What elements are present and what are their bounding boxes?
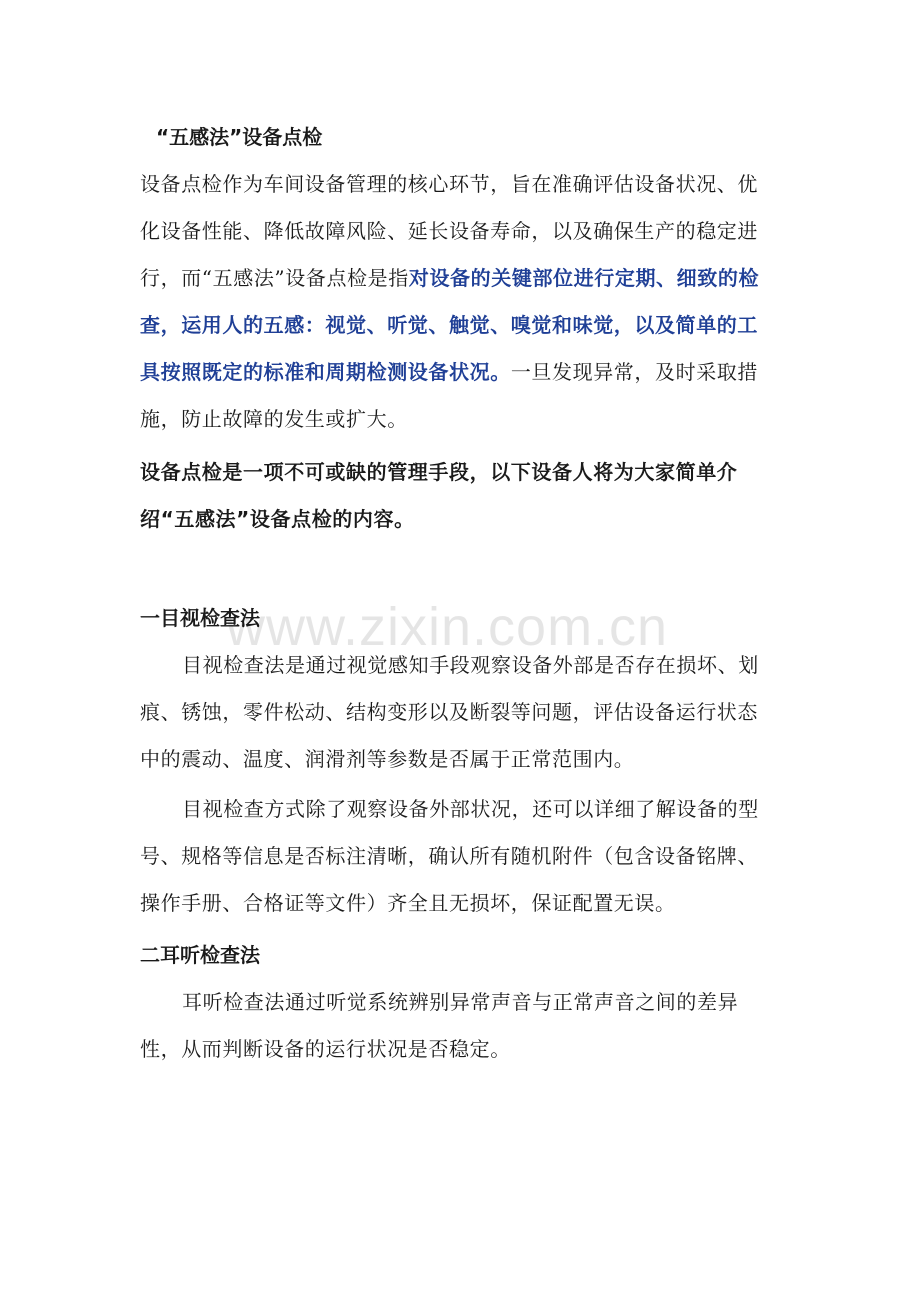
section1-paragraph-1: 目视检查法是通过视觉感知手段观察设备外部是否存在损坏、划痕、锈蚀，零件松动、结构变形以及断裂等问题，评估设备运行状态中的震动、温度、润滑剂等参数是否属于正常范围内。	[140, 653, 759, 771]
intro-highlight-text: 对设备的关键部位进行定期、细致的检查，运用人的五感：视觉、听觉、触觉、嗅觉和味觉，以及简单的工具按照既定的标准和周期检测设备状况。	[140, 266, 760, 384]
intro-text: 设备点检作为车间设备管理的核心环节，旨在准确评估设备状况、优化设备性能、降低故障风险、延长设备寿命，以及确保生产的稳定进行，而“五感法”设备点检是指	[140, 172, 758, 290]
section2-paragraph-1: 耳听检查法通过听觉系统辨别异常声音与正常声音之间的差异性，从而判断设备的运行状况是否稳定。	[140, 990, 739, 1061]
section1-paragraph-2: 目视检查方式除了观察设备外部状况，还可以详细了解设备的型号、规格等信息是否标注清晰，确认所有随机附件（包含设备铭牌、操作手册、合格证等文件）齐全且无损坏，保证配置无误。	[140, 797, 759, 915]
document-title: “五感法”设备点检	[156, 125, 323, 149]
section2-heading: 二耳听检查法	[140, 943, 260, 967]
intro-paragraph	[140, 161, 772, 443]
watermark: www.zixin.com.cn	[226, 597, 669, 657]
intro-bold-paragraph: 设备点检是一项不可或缺的管理手段，以下设备人将为大家简单介绍“五感法”设备点检的内容。	[140, 460, 738, 531]
intro-text-end: 一旦发现异常，及时采取措施，防止故障的发生或扩大。	[140, 360, 759, 431]
section1-heading: 一目视检查法	[140, 606, 260, 630]
